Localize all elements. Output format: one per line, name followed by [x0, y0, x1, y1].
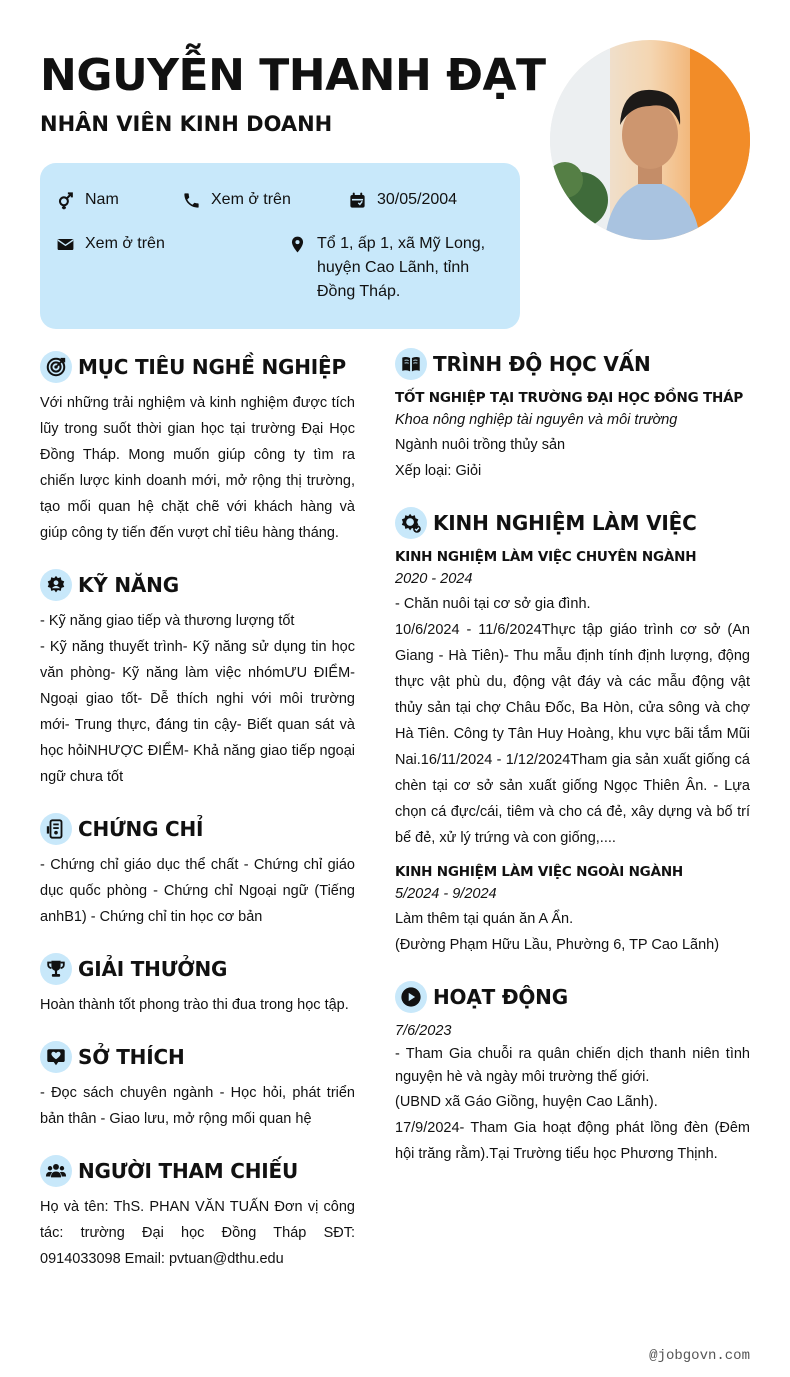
- people-icon: [40, 1155, 72, 1187]
- certificates-title: CHỨNG CHỈ: [78, 817, 204, 841]
- section-skills: [40, 568, 355, 790]
- education-grade: Xếp loại: Giỏi: [395, 463, 482, 479]
- envelope-icon: [54, 232, 76, 256]
- gear-check-icon: [395, 507, 427, 539]
- job-2-title: KINH NGHIỆM LÀM VIỆC NGOÀI NGÀNH: [395, 864, 684, 880]
- book-icon: [395, 348, 427, 380]
- activities-date: 7/6/2023: [395, 1023, 452, 1039]
- experience-job-2: [395, 861, 750, 958]
- job-1-line-1: - Chăn nuôi tại cơ sở gia đình.: [395, 596, 591, 612]
- job-1-date: 2020 - 2024: [395, 571, 473, 587]
- references-title: NGƯỜI THAM CHIẾU: [78, 1159, 299, 1183]
- calendar-icon: [346, 188, 368, 212]
- section-education: [395, 347, 750, 484]
- contact-gender: [54, 188, 119, 212]
- section-certificates: [40, 812, 355, 930]
- section-activities: [395, 980, 750, 1167]
- references-text: Họ và tên: ThS. PHAN VĂN TUẤN Đơn vị công tác: trường Đại học Đồng Tháp SĐT: 0914033098 Email: pvtuan@dthu.edu: [40, 1199, 355, 1267]
- activities-text-2: 17/9/2024- Tham Gia hoạt động phát lồng đèn (Đêm hội trăng rằm).Tại Trường tiểu học Phương Thịnh.: [395, 1120, 750, 1162]
- section-awards: [40, 952, 355, 1018]
- contact-box: [40, 163, 520, 329]
- job-1-text: 10/6/2024 - 11/6/2024Thực tập giáo trình cơ sở (An Giang - Hà Tiên)- Thu mẫu định tính định lượng, động thực vật phù du, động vật đáy và các mẫu động vật thủy sản tại chợ Châu Đốc, Ba Hòn, cửa sông và chợ Hà Tiên. Công ty Tân Huy Hoàng, khu vực bãi tắm Mũi Nai.16/11/2024 - 1/12/2024Tham gia sản xuất giống cá chèn tại cơ sở sản xuất giống Ngọc Thiên Ân. - Lựa chọn cá đực/cái, tiêm và cho cá đẻ, xây dựng và bố trí bể đẻ, xử lý trứng và con giống,....: [395, 622, 750, 846]
- gender-icon: [54, 188, 76, 212]
- address-value: Tổ 1, ấp 1, xã Mỹ Long, huyện Cao Lãnh, tỉnh Đồng Tháp.: [317, 235, 486, 300]
- job-title: NHÂN VIÊN KINH DOANH: [40, 112, 333, 136]
- section-hobbies: [40, 1040, 355, 1132]
- section-references: [40, 1154, 355, 1272]
- awards-text: Hoàn thành tốt phong trào thi đua trong học tập.: [40, 997, 349, 1013]
- gender-value: Nam: [85, 191, 119, 208]
- activities-line-2: (UBND xã Gáo Giồng, huyện Cao Lãnh).: [395, 1094, 658, 1110]
- trophy-icon: [40, 953, 72, 985]
- phone-value: Xem ở trên: [211, 191, 291, 208]
- section-objective: [40, 350, 355, 546]
- experience-job-1: [395, 546, 750, 851]
- skills-line-1: - Kỹ năng giao tiếp và thương lượng tốt: [40, 613, 295, 629]
- phone-icon: [180, 188, 202, 212]
- skills-text: - Kỹ năng thuyết trình- Kỹ năng sử dụng tin học văn phòng- Kỹ năng làm việc nhómƯU ĐIỂM- Ngoại giao tốt- Dễ thích nghi với môi trường mới- Trung thực, đáng tin cậy- Biết quan sát và học hỏiNHƯỢC ĐIỂM- Khả năng giao tiếp ngoại ngữ chưa tốt: [40, 639, 355, 785]
- objective-text: Với những trải nghiệm và kinh nghiệm được tích lũy trong suốt thời gian học tại trường Đại Học Đồng Tháp. Mong muốn giúp công ty tìm ra chiến lược kinh doanh mới, mở rộng thị trường, tạo mối quan hệ chặt chẽ với khách hàng và giúp công ty tiến đến vượt chỉ tiêu hàng tháng.: [40, 395, 355, 541]
- job-2-line-1: Làm thêm tại quán ăn A Ẩn.: [395, 911, 574, 927]
- education-faculty: Khoa nông nghiệp tài nguyên và môi trường: [395, 412, 678, 428]
- heart-icon: [40, 1041, 72, 1073]
- awards-title: GIẢI THƯỞNG: [78, 957, 228, 981]
- map-pin-icon: [286, 232, 308, 256]
- certificates-text: - Chứng chỉ giáo dục thể chất - Chứng chỉ giáo dục quốc phòng - Chứng chỉ Ngoại ngữ (Tiếng anhB1) - Chứng chỉ tin học cơ bản: [40, 857, 355, 925]
- section-experience: [395, 506, 750, 958]
- job-2-line-2: (Đường Phạm Hữu Lầu, Phường 6, TP Cao Lãnh): [395, 937, 720, 953]
- contact-email: [54, 232, 165, 256]
- experience-title: KINH NGHIỆM LÀM VIỆC: [433, 511, 697, 535]
- play-icon: [395, 981, 427, 1013]
- activities-title: HOẠT ĐỘNG: [433, 985, 568, 1009]
- gear-icon: [40, 569, 72, 601]
- target-icon: [40, 351, 72, 383]
- candidate-name: NGUYỄN THANH ĐẠT: [40, 50, 546, 101]
- left-column: [40, 350, 355, 1294]
- skills-title: KỸ NĂNG: [78, 573, 179, 597]
- watermark: @jobgovn.com: [649, 1348, 750, 1364]
- profile-photo: [550, 40, 750, 240]
- education-major: Ngành nuôi trồng thủy sản: [395, 437, 566, 453]
- hobbies-title: SỞ THÍCH: [78, 1045, 185, 1069]
- contact-birthday: [346, 188, 457, 212]
- certificate-icon: [40, 813, 72, 845]
- hobbies-text: - Đọc sách chuyên ngành - Học hỏi, phát triển bản thân - Giao lưu, mở rộng mối quan hệ: [40, 1085, 355, 1127]
- right-column: [395, 347, 750, 1189]
- contact-address: [286, 232, 511, 304]
- job-1-title: KINH NGHIỆM LÀM VIỆC CHUYÊN NGÀNH: [395, 549, 697, 565]
- education-school: TỐT NGHIỆP TẠI TRƯỜNG ĐẠI HỌC ĐỒNG THÁP: [395, 390, 744, 406]
- birthday-value: 30/05/2004: [377, 191, 458, 208]
- objective-title: MỤC TIÊU NGHỀ NGHIỆP: [78, 355, 346, 379]
- activities-text-1: - Tham Gia chuỗi ra quân chiến dịch thanh niên tình nguyện hè và ngày môi trường thế giới.: [395, 1046, 750, 1085]
- education-title: TRÌNH ĐỘ HỌC VẤN: [433, 352, 651, 376]
- email-value: Xem ở trên: [85, 235, 165, 252]
- job-2-date: 5/2024 - 9/2024: [395, 886, 497, 902]
- contact-phone: [180, 188, 291, 212]
